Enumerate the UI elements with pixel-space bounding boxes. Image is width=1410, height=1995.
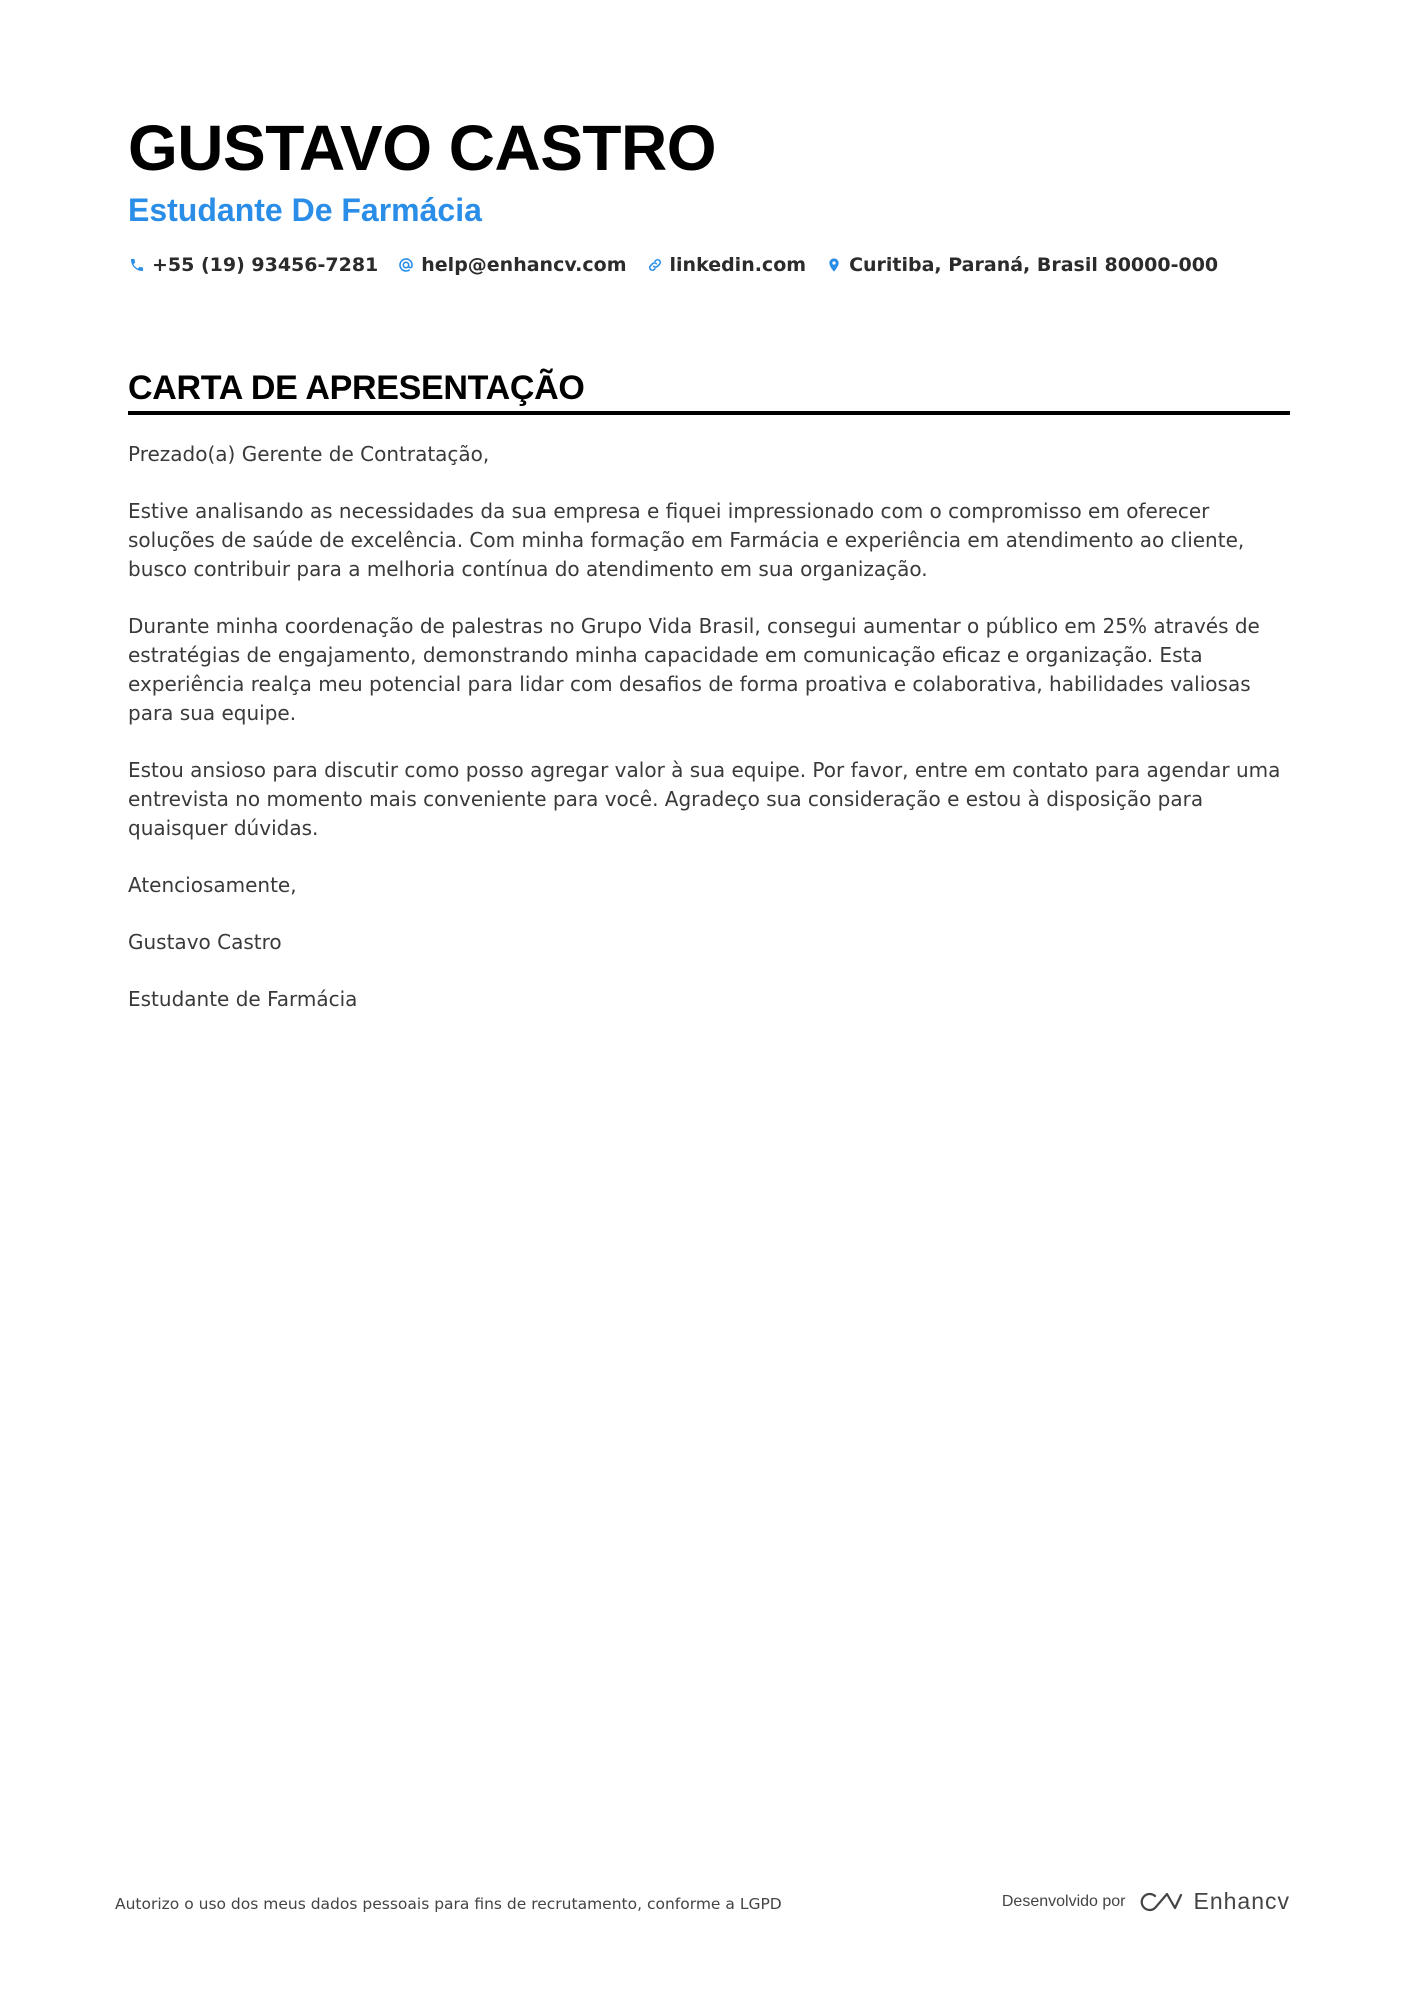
signature-name: Gustavo Castro (128, 930, 282, 954)
contact-location (825, 254, 1218, 276)
signature-title: Estudante de Farmácia (128, 987, 358, 1011)
at-icon (397, 256, 415, 274)
link-icon (646, 256, 664, 274)
contact-email[interactable] (397, 254, 626, 276)
candidate-name: GUSTAVO CASTRO (128, 112, 716, 184)
letter-greeting: Prezado(a) Gerente de Contratação, (128, 442, 490, 466)
letter-paragraph: Estive analisando as necessidades da sua empresa e fiquei impressionado com o compromisso em oferecer soluções de saúde de excelência. Com minha formação em Farmácia e experiência em atendimento ao cliente, busco contribuir para a melhoria contínua do atendimento em sua organização. (128, 499, 1245, 581)
contact-linkedin[interactable] (646, 254, 807, 276)
contact-linkedin-text: linkedin.com (669, 254, 807, 276)
letter-paragraph: Estou ansioso para discutir como posso agregar valor à sua equipe. Por favor, entre em contato para agendar uma entrevista no momento mais conveniente para você. Agradeço sua consideração e estou à disposição para quaisquer dúvidas. (128, 758, 1281, 840)
letter-closing: Atenciosamente, (128, 873, 297, 897)
contact-phone-text: +55 (19) 93456-7281 (152, 254, 379, 276)
section-divider (128, 411, 1290, 415)
location-pin-icon (825, 256, 843, 274)
letter-paragraph: Durante minha coordenação de palestras no Grupo Vida Brasil, consegui aumentar o público em 25% através de estratégias de engajamento, demonstrando minha capacidade em comunicação eficaz e organização. Esta experiência realça meu potencial para lidar com desafios de forma proativa e colaborativa, habilidades valiosas para sua equipe. (128, 614, 1260, 725)
powered-by[interactable] (1002, 1888, 1290, 1915)
phone-icon (128, 256, 146, 274)
contact-location-text: Curitiba, Paraná, Brasil 80000-000 (849, 254, 1219, 276)
contact-phone[interactable] (128, 254, 378, 276)
consent-note: Autorizo o uso dos meus dados pessoais para fins de recrutamento, conforme a LGPD (115, 1895, 782, 1913)
contact-email-text: help@enhancv.com (421, 254, 627, 276)
enhancv-logo-icon (1137, 1889, 1183, 1915)
brand-name: Enhancv (1193, 1888, 1290, 1914)
section-title: CARTA DE APRESENTAÇÃO (128, 369, 585, 407)
letter-body (128, 440, 1290, 1042)
powered-by-label: Desenvolvido por (1001, 1892, 1126, 1910)
contact-bar (128, 254, 1237, 276)
candidate-title: Estudante De Farmácia (128, 192, 482, 228)
